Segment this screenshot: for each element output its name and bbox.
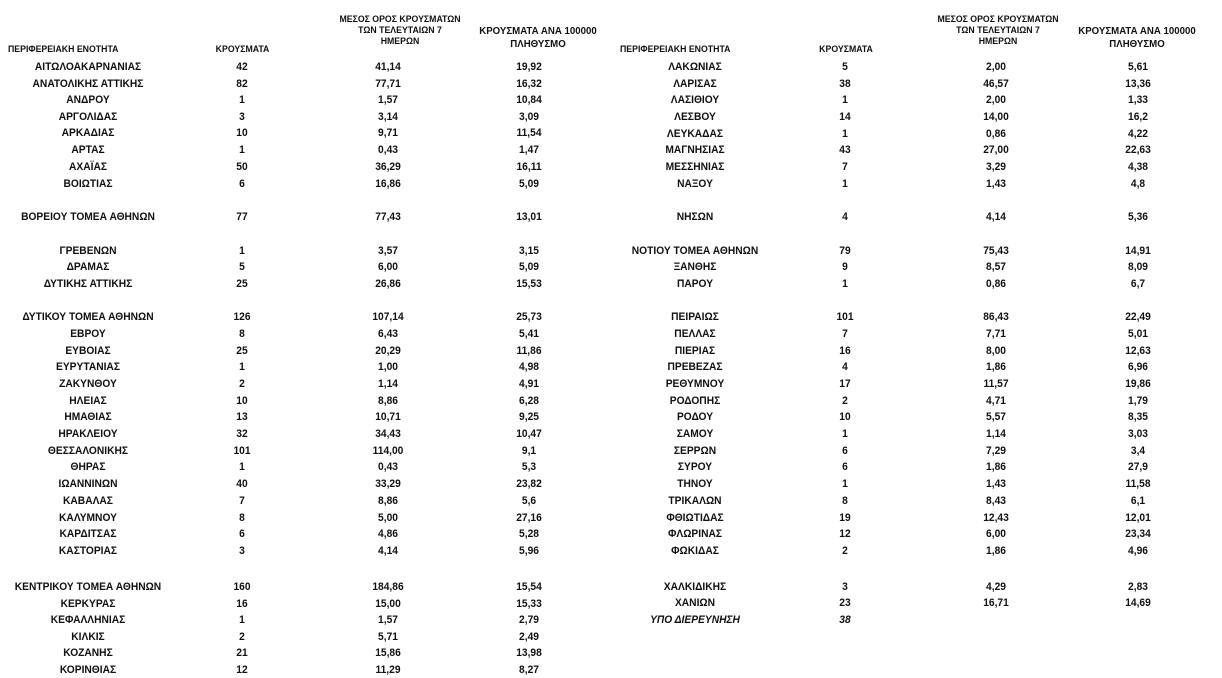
left-row-7-cases: 6	[239, 178, 245, 190]
left-row-18-region: ΗΜΑΘΙΑΣ	[64, 411, 112, 423]
left-row-15-avg: 1,00	[378, 361, 398, 373]
left-row-3-region: ΑΡΓΟΛΙΔΑΣ	[58, 111, 118, 123]
left-row-13-avg: 6,43	[378, 328, 398, 340]
right-row-1-region: ΛΑΡΙΣΑΣ	[673, 78, 717, 90]
right-row-26-avg: 1,86	[986, 545, 1006, 557]
right-row-28-per: 14,69	[1125, 597, 1151, 609]
left-row-23-region: ΚΑΒΑΛΑΣ	[63, 495, 113, 507]
right-row-20-region: ΣΕΡΡΩΝ	[673, 445, 717, 457]
right-row-14-region: ΠΙΕΡΙΑΣ	[674, 345, 716, 357]
right-row-21-avg: 1,86	[986, 461, 1006, 473]
left-row-25-avg: 4,86	[378, 528, 398, 540]
right-row-20-per: 3,4	[1130, 445, 1146, 457]
right-row-11-region: ΠΑΡΟΥ	[676, 278, 714, 290]
left-row-19-per: 10,47	[516, 428, 542, 440]
right-row-16-avg: 11,57	[983, 378, 1009, 390]
left-row-6-region: ΑΧΑΪΑΣ	[69, 161, 107, 173]
right-row-19-cases: 1	[842, 428, 848, 440]
left-row-12-per: 25,73	[516, 311, 542, 323]
left-row-16-cases: 2	[239, 378, 245, 390]
left-row-7-avg: 16,86	[375, 178, 401, 190]
left-row-5-cases: 1	[239, 144, 245, 156]
left-row-4-per: 11,54	[516, 127, 542, 139]
right-row-10-region: ΞΑΝΘΗΣ	[673, 261, 717, 273]
right-row-24-cases: 19	[839, 512, 851, 524]
right-row-2-region: ΛΑΣΙΘΙΟΥ	[670, 94, 720, 106]
right-row-6-region: ΜΕΣΣΗΝΙΑΣ	[665, 161, 725, 173]
left-row-0-region: ΑΙΤΩΛΟΑΚΑΡΝΑΝΙΑΣ	[34, 61, 142, 73]
left-row-2-cases: 1	[239, 94, 245, 106]
left-row-27-per: 15,54	[516, 581, 542, 593]
right-row-2-per: 1,33	[1128, 94, 1148, 106]
right-row-22-region: ΤΗΝΟΥ	[677, 478, 713, 490]
left-row-31-cases: 21	[236, 647, 248, 659]
left-row-17-cases: 10	[236, 395, 248, 407]
right-row-3-avg: 14,00	[983, 111, 1009, 123]
left-row-21-per: 5,3	[521, 461, 537, 473]
left-row-7-per: 5,09	[519, 178, 539, 190]
right-row-18-region: ΡΟΔΟΥ	[676, 411, 714, 423]
left-row-23-cases: 7	[239, 495, 245, 507]
right-row-25-region: ΦΛΩΡΙΝΑΣ	[667, 528, 722, 540]
right-row-3-region: ΛΕΣΒΟΥ	[674, 111, 716, 123]
left-row-14-per: 11,86	[516, 345, 542, 357]
right-row-0-region: ΛΑΚΩΝΙΑΣ	[668, 61, 722, 73]
left-row-1-per: 16,32	[516, 78, 542, 90]
left-row-4-cases: 10	[236, 127, 248, 139]
left-row-11-per: 15,53	[516, 278, 542, 290]
right-row-14-cases: 16	[839, 345, 851, 357]
left-row-8-region: ΒΟΡΕΙΟΥ ΤΟΜΕΑ ΑΘΗΝΩΝ	[21, 211, 155, 223]
right-row-12-region: ΠΕΙΡΑΙΩΣ	[671, 311, 719, 323]
right-row-12-per: 22,49	[1125, 311, 1151, 323]
left-row-3-avg: 3,14	[378, 111, 398, 123]
left-row-6-per: 16,11	[516, 161, 542, 173]
right-row-19-region: ΣΑΜΟΥ	[676, 428, 714, 440]
right-row-20-avg: 7,29	[986, 445, 1006, 457]
right-row-6-per: 4,38	[1128, 161, 1148, 173]
right-row-22-per: 11,58	[1125, 478, 1151, 490]
left-row-6-avg: 36,29	[375, 161, 401, 173]
right-row-11-per: 6,7	[1130, 278, 1146, 290]
right-row-9-avg: 75,43	[983, 245, 1009, 257]
left-row-28-avg: 15,00	[375, 598, 401, 610]
left-row-31-region: ΚΟΖΑΝΗΣ	[63, 647, 113, 659]
header-avg-right: ΜΕΣΟΣ ΟΡΟΣ ΚΡΟΥΣΜΑΤΩΝ ΤΩΝ ΤΕΛΕΥΤΑΙΩΝ 7 ΗΜΕΡΩΝ	[937, 14, 1059, 47]
left-row-0-per: 19,92	[516, 61, 542, 73]
header-cases-right: ΚΡΟΥΣΜΑΤΑ	[819, 44, 873, 55]
right-row-10-avg: 8,57	[986, 261, 1006, 273]
left-row-32-per: 8,27	[519, 664, 539, 676]
left-row-2-region: ΑΝΔΡΟΥ	[66, 94, 110, 106]
left-row-2-per: 10,84	[516, 94, 542, 106]
left-row-13-per: 5,41	[519, 328, 539, 340]
left-row-0-avg: 41,14	[375, 61, 401, 73]
right-row-15-region: ΠΡΕΒΕΖΑΣ	[667, 361, 723, 373]
right-row-2-cases: 1	[842, 94, 848, 106]
left-row-11-cases: 25	[236, 278, 248, 290]
right-row-26-cases: 2	[842, 545, 848, 557]
right-row-15-cases: 4	[842, 361, 848, 373]
right-row-16-cases: 17	[839, 378, 851, 390]
right-row-2-avg: 2,00	[986, 94, 1006, 106]
right-row-27-cases: 3	[842, 581, 848, 593]
left-row-9-per: 3,15	[519, 245, 539, 257]
left-row-12-region: ΔΥΤΙΚΟΥ ΤΟΜΕΑ ΑΘΗΝΩΝ	[22, 311, 154, 323]
left-row-31-per: 13,98	[516, 647, 542, 659]
left-row-13-region: ΕΒΡΟΥ	[70, 328, 106, 340]
right-row-18-cases: 10	[839, 411, 851, 423]
left-row-3-cases: 3	[239, 111, 245, 123]
right-row-16-region: ΡΕΘΥΜΝΟΥ	[665, 378, 725, 390]
right-row-6-cases: 7	[842, 161, 848, 173]
right-row-0-per: 5,61	[1128, 61, 1148, 73]
right-row-12-cases: 101	[836, 311, 854, 323]
right-row-22-avg: 1,43	[986, 478, 1006, 490]
left-row-1-cases: 82	[236, 78, 248, 90]
right-row-21-cases: 6	[842, 461, 848, 473]
header-avg-left: ΜΕΣΟΣ ΟΡΟΣ ΚΡΟΥΣΜΑΤΩΝ ΤΩΝ ΤΕΛΕΥΤΑΙΩΝ 7 ΗΜΕΡΩΝ	[339, 14, 461, 47]
left-row-6-cases: 50	[236, 161, 248, 173]
left-row-25-region: ΚΑΡΔΙΤΣΑΣ	[59, 528, 117, 540]
left-row-4-region: ΑΡΚΑΔΙΑΣ	[61, 127, 115, 139]
right-row-19-per: 3,03	[1128, 428, 1148, 440]
left-row-12-avg: 107,14	[372, 311, 404, 323]
left-row-26-avg: 4,14	[378, 545, 398, 557]
left-row-8-cases: 77	[236, 211, 248, 223]
right-row-26-per: 4,96	[1128, 545, 1148, 557]
right-row-8-region: ΝΗΣΩΝ	[676, 211, 714, 223]
right-row-22-cases: 1	[842, 478, 848, 490]
right-row-4-region: ΛΕΥΚΑΔΑΣ	[666, 128, 724, 140]
right-row-3-cases: 14	[839, 111, 851, 123]
right-row-5-cases: 43	[839, 144, 851, 156]
right-row-1-avg: 46,57	[983, 78, 1009, 90]
left-row-17-avg: 8,86	[378, 395, 398, 407]
left-row-10-per: 5,09	[519, 261, 539, 273]
left-row-3-per: 3,09	[519, 111, 539, 123]
left-row-26-cases: 3	[239, 545, 245, 557]
left-row-14-cases: 25	[236, 345, 248, 357]
left-row-10-cases: 5	[239, 261, 245, 273]
right-row-9-per: 14,91	[1125, 245, 1151, 257]
right-row-12-avg: 86,43	[983, 311, 1009, 323]
right-row-28-region: ΧΑΝΙΩΝ	[674, 597, 716, 609]
left-row-20-avg: 114,00	[372, 445, 404, 457]
left-row-0-cases: 42	[236, 61, 248, 73]
left-row-18-cases: 13	[236, 411, 248, 423]
left-row-15-cases: 1	[239, 361, 245, 373]
left-row-24-per: 27,16	[516, 512, 542, 524]
left-row-13-cases: 8	[239, 328, 245, 340]
left-row-1-avg: 77,71	[375, 78, 401, 90]
left-row-11-region: ΔΥΤΙΚΗΣ ΑΤΤΙΚΗΣ	[43, 278, 133, 290]
left-row-14-region: ΕΥΒΟΙΑΣ	[65, 345, 111, 357]
left-row-30-avg: 5,71	[378, 631, 398, 643]
right-row-5-region: ΜΑΓΝΗΣΙΑΣ	[665, 144, 725, 156]
left-row-25-cases: 6	[239, 528, 245, 540]
left-row-27-region: ΚΕΝΤΡΙΚΟΥ ΤΟΜΕΑ ΑΘΗΝΩΝ	[14, 581, 162, 593]
right-row-25-avg: 6,00	[986, 528, 1006, 540]
left-row-23-avg: 8,86	[378, 495, 398, 507]
left-row-2-avg: 1,57	[378, 94, 398, 106]
right-row-4-per: 4,22	[1128, 128, 1148, 140]
right-row-7-per: 4,8	[1130, 178, 1146, 190]
left-row-16-region: ΖΑΚΥΝΘΟΥ	[59, 378, 117, 390]
right-row-8-avg: 4,14	[986, 211, 1006, 223]
right-row-18-avg: 5,57	[986, 411, 1006, 423]
right-row-27-per: 2,83	[1128, 581, 1148, 593]
left-row-8-per: 13,01	[516, 211, 542, 223]
left-row-22-cases: 40	[236, 478, 248, 490]
right-row-17-avg: 4,71	[986, 395, 1006, 407]
right-row-15-avg: 1,86	[986, 361, 1006, 373]
right-row-3-per: 16,2	[1128, 111, 1148, 123]
left-row-22-per: 23,82	[516, 478, 542, 490]
right-row-24-region: ΦΘΙΩΤΙΔΑΣ	[666, 512, 724, 524]
left-row-16-per: 4,91	[519, 378, 539, 390]
right-row-23-region: ΤΡΙΚΑΛΩΝ	[668, 495, 722, 507]
left-row-26-per: 5,96	[519, 545, 539, 557]
right-row-16-per: 19,86	[1125, 378, 1151, 390]
header-per-right: ΚΡΟΥΣΜΑΤΑ ΑΝΑ 100000 ΠΛΗΘΥΣΜΟ	[1078, 25, 1196, 50]
right-row-5-per: 22,63	[1125, 144, 1151, 156]
left-row-8-avg: 77,43	[375, 211, 401, 223]
right-row-11-avg: 0,86	[986, 278, 1006, 290]
right-row-9-cases: 79	[839, 245, 851, 257]
left-row-10-region: ΔΡΑΜΑΣ	[66, 261, 110, 273]
left-row-24-avg: 5,00	[378, 512, 398, 524]
right-row-28-cases: 23	[839, 597, 851, 609]
right-row-0-cases: 5	[842, 61, 848, 73]
left-row-9-cases: 1	[239, 245, 245, 257]
right-row-8-per: 5,36	[1128, 211, 1148, 223]
right-row-20-cases: 6	[842, 445, 848, 457]
left-row-9-avg: 3,57	[378, 245, 398, 257]
left-row-30-per: 2,49	[519, 631, 539, 643]
left-row-15-per: 4,98	[519, 361, 539, 373]
left-row-19-cases: 32	[236, 428, 248, 440]
right-row-21-region: ΣΥΡΟΥ	[677, 461, 713, 473]
right-row-24-avg: 12,43	[983, 512, 1009, 524]
right-row-1-per: 13,36	[1125, 78, 1151, 90]
right-row-24-per: 12,01	[1125, 512, 1151, 524]
left-row-32-cases: 12	[236, 664, 248, 676]
right-row-7-avg: 1,43	[986, 178, 1006, 190]
left-row-17-region: ΗΛΕΙΑΣ	[69, 395, 107, 407]
left-row-30-region: ΚΙΛΚΙΣ	[71, 631, 105, 643]
left-row-10-avg: 6,00	[378, 261, 398, 273]
right-row-17-region: ΡΟΔΟΠΗΣ	[669, 395, 721, 407]
left-row-20-region: ΘΕΣΣΑΛΟΝΙΚΗΣ	[47, 445, 129, 457]
left-row-20-per: 9,1	[521, 445, 537, 457]
right-row-11-cases: 1	[842, 278, 848, 290]
left-row-20-cases: 101	[233, 445, 251, 457]
left-row-4-avg: 9,71	[378, 127, 398, 139]
header-cases-left: ΚΡΟΥΣΜΑΤΑ	[215, 44, 270, 55]
right-row-13-region: ΠΕΛΛΑΣ	[674, 328, 716, 340]
right-row-23-avg: 8,43	[986, 495, 1006, 507]
left-row-24-cases: 8	[239, 512, 245, 524]
right-row-14-avg: 8,00	[986, 345, 1006, 357]
left-row-32-avg: 11,29	[375, 664, 401, 676]
left-row-25-per: 5,28	[519, 528, 539, 540]
left-row-28-region: ΚΕΡΚΥΡΑΣ	[60, 598, 116, 610]
left-row-24-region: ΚΑΛΥΜΝΟΥ	[59, 512, 117, 524]
left-row-14-avg: 20,29	[375, 345, 401, 357]
left-row-11-avg: 26,86	[375, 278, 401, 290]
right-row-25-per: 23,34	[1125, 528, 1151, 540]
left-row-5-per: 1,47	[519, 144, 539, 156]
right-row-6-avg: 3,29	[986, 161, 1006, 173]
right-row-13-cases: 7	[842, 328, 848, 340]
left-row-28-cases: 16	[236, 598, 248, 610]
left-row-15-region: ΕΥΡΥΤΑΝΙΑΣ	[56, 361, 120, 373]
left-row-21-cases: 1	[239, 461, 245, 473]
right-row-13-avg: 7,71	[986, 328, 1006, 340]
right-row-28-avg: 16,71	[983, 597, 1009, 609]
left-row-22-avg: 33,29	[375, 478, 401, 490]
right-row-27-region: ΧΑΛΚΙΔΙΚΗΣ	[663, 581, 727, 593]
left-row-12-cases: 126	[233, 311, 251, 323]
left-row-21-avg: 0,43	[378, 461, 398, 473]
left-row-7-region: ΒΟΙΩΤΙΑΣ	[63, 178, 113, 190]
right-row-19-avg: 1,14	[986, 428, 1006, 440]
right-row-29-cases: 38	[839, 614, 851, 626]
right-row-21-per: 27,9	[1128, 461, 1148, 473]
right-row-8-cases: 4	[842, 211, 848, 223]
left-row-29-region: ΚΕΦΑΛΛΗΝΙΑΣ	[50, 614, 126, 626]
right-row-13-per: 5,01	[1128, 328, 1148, 340]
right-row-23-per: 6,1	[1130, 495, 1146, 507]
header-per-left: ΚΡΟΥΣΜΑΤΑ ΑΝΑ 100000 ΠΛΗΘΥΣΜΟ	[479, 25, 597, 50]
right-row-15-per: 6,96	[1128, 361, 1148, 373]
left-row-18-per: 9,25	[519, 411, 539, 423]
left-row-9-region: ΓΡΕΒΕΝΩΝ	[59, 245, 117, 257]
right-row-23-cases: 8	[842, 495, 848, 507]
left-row-22-region: ΙΩΑΝΝΙΝΩΝ	[58, 478, 118, 490]
left-row-32-region: ΚΟΡΙΝΘΙΑΣ	[59, 664, 117, 676]
left-row-21-region: ΘΗΡΑΣ	[70, 461, 106, 473]
header-region-left: ΠΕΡΙΦΕΡΕΙΑΚΗ ΕΝΟΤΗΤΑ	[8, 44, 119, 55]
left-row-19-avg: 34,43	[375, 428, 401, 440]
right-row-0-avg: 2,00	[986, 61, 1006, 73]
right-row-25-cases: 12	[839, 528, 851, 540]
right-row-26-region: ΦΩΚΙΔΑΣ	[671, 545, 719, 557]
right-row-10-cases: 9	[842, 261, 848, 273]
left-row-5-avg: 0,43	[378, 144, 398, 156]
left-row-19-region: ΗΡΑΚΛΕΙΟΥ	[58, 428, 118, 440]
left-row-31-avg: 15,86	[375, 647, 401, 659]
header-region-right: ΠΕΡΙΦΕΡΕΙΑΚΗ ΕΝΟΤΗΤΑ	[620, 44, 731, 55]
left-row-27-cases: 160	[233, 581, 251, 593]
right-row-4-cases: 1	[842, 128, 848, 140]
left-row-29-avg: 1,57	[378, 614, 398, 626]
right-row-17-per: 1,79	[1128, 395, 1148, 407]
left-row-23-per: 5,6	[521, 495, 537, 507]
right-row-29-region: ΥΠΟ ΔΙΕΡΕΥΝΗΣΗ	[650, 614, 740, 626]
right-row-9-region: ΝΟΤΙΟΥ ΤΟΜΕΑ ΑΘΗΝΩΝ	[631, 245, 759, 257]
right-row-17-cases: 2	[842, 395, 848, 407]
right-row-5-avg: 27,00	[983, 144, 1009, 156]
left-row-18-avg: 10,71	[375, 411, 401, 423]
right-row-10-per: 8,09	[1128, 261, 1148, 273]
left-row-29-cases: 1	[239, 614, 245, 626]
right-row-7-cases: 1	[842, 178, 848, 190]
left-row-16-avg: 1,14	[378, 378, 398, 390]
left-row-26-region: ΚΑΣΤΟΡΙΑΣ	[58, 545, 118, 557]
left-row-1-region: ΑΝΑΤΟΛΙΚΗΣ ΑΤΤΙΚΗΣ	[32, 78, 144, 90]
left-row-29-per: 2,79	[519, 614, 539, 626]
left-row-28-per: 15,33	[516, 598, 542, 610]
left-row-5-region: ΑΡΤΑΣ	[71, 144, 105, 156]
left-row-17-per: 6,28	[519, 395, 539, 407]
left-row-30-cases: 2	[239, 631, 245, 643]
right-row-1-cases: 38	[839, 78, 851, 90]
right-row-18-per: 8,35	[1128, 411, 1148, 423]
right-row-27-avg: 4,29	[986, 581, 1006, 593]
right-row-4-avg: 0,86	[986, 128, 1006, 140]
right-row-7-region: ΝΑΞΟΥ	[677, 178, 713, 190]
left-row-27-avg: 184,86	[372, 581, 404, 593]
right-row-14-per: 12,63	[1125, 345, 1151, 357]
